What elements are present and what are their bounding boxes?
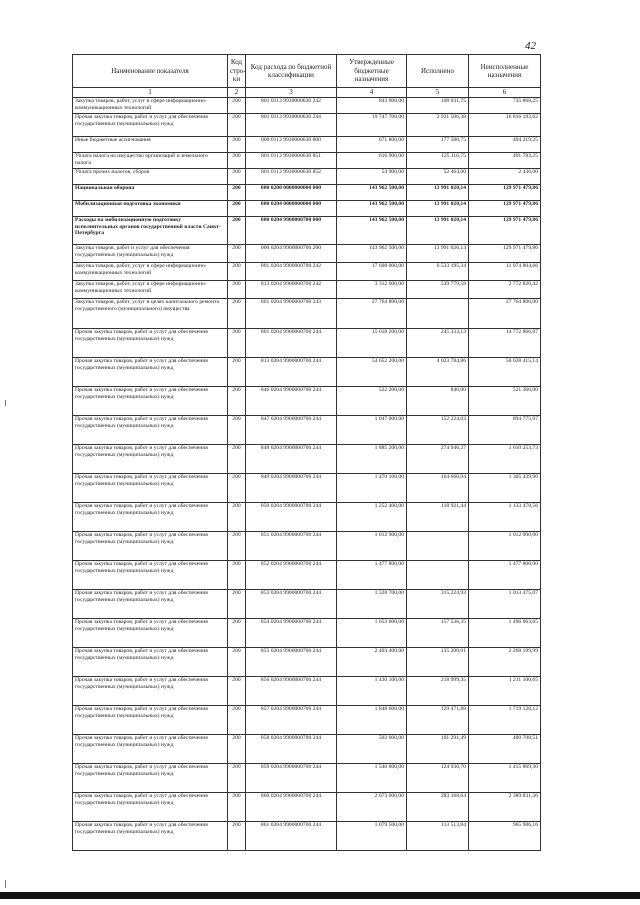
row-code: 200: [228, 114, 246, 137]
header-code: Код стро-ки: [228, 55, 246, 88]
row-executed: 13 991 020,14: [407, 201, 469, 217]
row-executed: 539 779,58: [407, 281, 469, 299]
row-name: Уплата налога на имущество организаций и земельного налога: [73, 153, 228, 169]
row-kbk: 861 0204 9900000700 244: [246, 822, 337, 851]
row-remaining: 2 389 831,36: [469, 793, 541, 822]
row-code: 200: [228, 358, 246, 387]
row-executed: [407, 561, 469, 590]
row-approved: 19 747 700,00: [337, 114, 407, 137]
row-executed: 13 991 020,14: [407, 245, 469, 263]
row-executed: 283 168,64: [407, 793, 469, 822]
row-remaining: 16 816 193,62: [469, 114, 541, 137]
row-approved: 1 470 100,00: [337, 474, 407, 503]
header-remaining: Неисполненные назначения: [469, 55, 541, 88]
row-approved: 1 012 900,00: [337, 532, 407, 561]
row-approved: 1 653 600,00: [337, 619, 407, 648]
row-remaining: 1 610 253,73: [469, 445, 541, 474]
row-name: Прочая закупка товаров, работ и услуг для обеспечения государственных (муниципальных) нужд: [73, 677, 228, 706]
table-row: [73, 648, 541, 677]
row-kbk: 801 0113 9930000630 852: [246, 169, 337, 185]
row-remaining: 50 628 415,14: [469, 358, 541, 387]
table-row: [73, 561, 541, 590]
table-row: [73, 299, 541, 329]
table-row: [73, 706, 541, 735]
table-row: [73, 281, 541, 299]
row-code: 200: [228, 98, 246, 114]
header-approved: Утвержденные бюджетные назначения: [337, 55, 407, 88]
row-remaining: 1 133 478,56: [469, 503, 541, 532]
header-executed: Исполнено: [407, 55, 469, 88]
row-code: 200: [228, 590, 246, 619]
row-executed: 13 991 020,14: [407, 217, 469, 245]
column-number-row: [73, 88, 541, 98]
header-kbk: Код расхода по бюджетной классификации: [246, 55, 337, 88]
scan-mark: [5, 400, 6, 406]
table-row: [73, 619, 541, 648]
row-approved: 522 200,00: [337, 387, 407, 416]
row-kbk: 801 0204 9900000700 242: [246, 263, 337, 281]
row-remaining: 491 783,25: [469, 153, 541, 169]
table-body: [73, 98, 541, 851]
row-name: Прочая закупка товаров, работ и услуг для обеспечения государственных (муниципальных) нужд: [73, 114, 228, 137]
row-executed: 218 999,35: [407, 677, 469, 706]
row-approved: 671 800,00: [337, 137, 407, 153]
row-code: 200: [228, 416, 246, 445]
row-executed: 124 930,70: [407, 764, 469, 793]
row-kbk: 801 0113 9930000630 242: [246, 98, 337, 114]
row-kbk: 858 0204 9900000700 244: [246, 735, 337, 764]
row-code: 200: [228, 201, 246, 217]
row-approved: 1 885 200,00: [337, 445, 407, 474]
row-kbk: 853 0204 9900000700 244: [246, 590, 337, 619]
row-remaining: 2 268 199,99: [469, 648, 541, 677]
row-name: Национальная оборона: [73, 185, 228, 201]
row-name: Прочая закупка товаров, работ и услуг для обеспечения государственных (муниципальных) нужд: [73, 329, 228, 358]
row-remaining: 14 772 866,87: [469, 329, 541, 358]
row-remaining: 1 415 869,30: [469, 764, 541, 793]
row-code: 200: [228, 735, 246, 764]
row-code: 200: [228, 648, 246, 677]
row-code: 200: [228, 281, 246, 299]
row-kbk: 849 0204 9900000700 244: [246, 474, 337, 503]
row-code: 200: [228, 329, 246, 358]
row-approved: 143 962 500,00: [337, 245, 407, 263]
table-row: [73, 764, 541, 793]
table-row: [73, 387, 541, 416]
row-kbk: 813 0204 9900000700 242: [246, 281, 337, 299]
table-row: [73, 590, 541, 619]
row-name: Прочая закупка товаров, работ и услуг для обеспечения государственных (муниципальных) нужд: [73, 822, 228, 851]
row-name: Прочая закупка товаров, работ и услуг для обеспечения государственных (муниципальных) нужд: [73, 706, 228, 735]
row-name: Прочая закупка товаров, работ и услуг для обеспечения государственных (муниципальных) нужд: [73, 735, 228, 764]
row-kbk: 000 0204 9900000700 200: [246, 245, 337, 263]
table-row: [73, 416, 541, 445]
row-name: Прочая закупка товаров, работ и услуг для обеспечения государственных (муниципальных) нужд: [73, 445, 228, 474]
row-name: Расходы на мобилизационную подготовку исполнительных органов государственной власти Санкт-Петербурга: [73, 217, 228, 245]
row-kbk: 854 0204 9900000700 244: [246, 619, 337, 648]
row-executed: 840,00: [407, 387, 469, 416]
row-executed: 315 224,93: [407, 590, 469, 619]
row-executed: 6 533 195,34: [407, 263, 469, 281]
row-kbk: 801 0204 9900000700 244: [246, 329, 337, 358]
row-executed: 135 200,01: [407, 648, 469, 677]
row-code: 200: [228, 169, 246, 185]
colnum: 6: [469, 88, 541, 98]
row-approved: 843 900,00: [337, 98, 407, 114]
row-code: 200: [228, 185, 246, 201]
table-row: [73, 153, 541, 169]
row-kbk: 850 0204 9900000700 244: [246, 503, 337, 532]
row-kbk: 801 0113 9930000630 851: [246, 153, 337, 169]
row-approved: 1 328 700,00: [337, 590, 407, 619]
row-name: Прочая закупка товаров, работ и услуг для обеспечения государственных (муниципальных) нужд: [73, 532, 228, 561]
row-approved: 1 430 100,00: [337, 677, 407, 706]
colnum: 5: [407, 88, 469, 98]
row-executed: 13 991 020,14: [407, 185, 469, 201]
row-remaining: 129 971 479,86: [469, 217, 541, 245]
row-remaining: 521 360,00: [469, 387, 541, 416]
row-code: 200: [228, 263, 246, 281]
row-approved: 2 403 400,00: [337, 648, 407, 677]
table-row: [73, 793, 541, 822]
row-approved: 616 900,00: [337, 153, 407, 169]
row-kbk: 860 0204 9900000700 244: [246, 793, 337, 822]
row-approved: 1 079 500,00: [337, 822, 407, 851]
row-remaining: 1 211 100,65: [469, 677, 541, 706]
table-row: [73, 169, 541, 185]
row-approved: 1 252 400,00: [337, 503, 407, 532]
row-executed: 164 660,04: [407, 474, 469, 503]
row-name: Прочая закупка товаров, работ и услуг для обеспечения государственных (муниципальных) нужд: [73, 619, 228, 648]
row-kbk: 859 0204 9900000700 244: [246, 764, 337, 793]
row-executed: 152 224,03: [407, 416, 469, 445]
row-kbk: 801 0204 9900000700 243: [246, 299, 337, 329]
row-approved: 1 540 800,00: [337, 764, 407, 793]
row-remaining: 129 971 479,86: [469, 245, 541, 263]
row-code: 200: [228, 503, 246, 532]
row-kbk: 851 0204 9900000700 244: [246, 532, 337, 561]
row-approved: 54 900,00: [337, 169, 407, 185]
row-name: Мобилизационная подготовка экономики: [73, 201, 228, 217]
row-approved: 143 962 500,00: [337, 217, 407, 245]
table-row: [73, 114, 541, 137]
row-name: Прочая закупка товаров, работ и услуг для обеспечения государственных (муниципальных) нужд: [73, 561, 228, 590]
row-executed: 245 333,13: [407, 329, 469, 358]
row-name: Прочая закупка товаров, работ и услуг для обеспечения государственных (муниципальных) нужд: [73, 416, 228, 445]
row-executed: 113 513,84: [407, 822, 469, 851]
row-code: 200: [228, 764, 246, 793]
row-remaining: 894 775,97: [469, 416, 541, 445]
table-row: [73, 217, 541, 245]
row-code: 200: [228, 137, 246, 153]
row-kbk: 857 0204 9900000700 244: [246, 706, 337, 735]
row-name: Закупка товаров, работ, услуг в целях капитального ремонта государственного (муниципального) имущества: [73, 299, 228, 329]
row-name: Уплата прочих налогов, сборов: [73, 169, 228, 185]
row-name: Закупка товаров, работ, услуг в сфере информационно-коммуникационных технологий: [73, 98, 228, 114]
row-kbk: 856 0204 9900000700 244: [246, 677, 337, 706]
row-code: 200: [228, 474, 246, 503]
table-row: [73, 532, 541, 561]
row-remaining: 1 496 063,65: [469, 619, 541, 648]
row-approved: 17 608 000,00: [337, 263, 407, 281]
row-executed: 274 946,27: [407, 445, 469, 474]
table-row: [73, 677, 541, 706]
row-approved: 1 047 000,00: [337, 416, 407, 445]
row-approved: 1 477 800,00: [337, 561, 407, 590]
budget-execution-table: [72, 54, 541, 851]
row-kbk: 813 0204 9900000700 244: [246, 358, 337, 387]
row-name: Прочая закупка товаров, работ и услуг для обеспечения государственных (муниципальных) нужд: [73, 590, 228, 619]
row-remaining: 129 971 479,86: [469, 185, 541, 201]
row-kbk: 852 0204 9900000700 244: [246, 561, 337, 590]
row-executed: 108 031,75: [407, 98, 469, 114]
row-remaining: 11 074 804,66: [469, 263, 541, 281]
row-code: 200: [228, 245, 246, 263]
row-kbk: 801 0113 9930000630 244: [246, 114, 337, 137]
row-remaining: 1 013 475,07: [469, 590, 541, 619]
table-row: [73, 263, 541, 281]
row-kbk: 000 0204 9900000700 000: [246, 217, 337, 245]
row-approved: 502 000,00: [337, 735, 407, 764]
row-code: 200: [228, 532, 246, 561]
row-executed: 52 464,00: [407, 169, 469, 185]
table-row: [73, 735, 541, 764]
colnum: 3: [246, 88, 337, 98]
row-executed: [407, 532, 469, 561]
row-executed: 118 921,44: [407, 503, 469, 532]
table-row: [73, 822, 541, 851]
row-executed: 157 536,35: [407, 619, 469, 648]
row-remaining: 494 219,25: [469, 137, 541, 153]
row-name: Прочая закупка товаров, работ и услуг для обеспечения государственных (муниципальных) нужд: [73, 474, 228, 503]
row-kbk: 847 0204 9900000700 244: [246, 416, 337, 445]
row-kbk: 846 0204 9900000700 244: [246, 387, 337, 416]
row-code: 200: [228, 793, 246, 822]
row-remaining: 27 764 800,00: [469, 299, 541, 329]
row-executed: 177 580,75: [407, 137, 469, 153]
row-executed: 125 116,75: [407, 153, 469, 169]
row-name: Прочая закупка товаров, работ и услуг для обеспечения государственных (муниципальных) нужд: [73, 387, 228, 416]
row-name: Закупка товаров, работ, услуг в сфере информационно-коммуникационных технологий: [73, 281, 228, 299]
header-row: [73, 55, 541, 88]
row-executed: [407, 299, 469, 329]
row-name: Закупка товаров, работ и услуг для обеспечения государственных (муниципальных) нужд: [73, 245, 228, 263]
row-executed: 129 471,88: [407, 706, 469, 735]
table-row: [73, 137, 541, 153]
row-remaining: 129 971 479,86: [469, 201, 541, 217]
row-remaining: 1 477 800,00: [469, 561, 541, 590]
row-approved: 27 764 800,00: [337, 299, 407, 329]
row-executed: 4 023 784,86: [407, 358, 469, 387]
colnum: 2: [228, 88, 246, 98]
colnum: 4: [337, 88, 407, 98]
row-approved: 143 962 500,00: [337, 201, 407, 217]
row-remaining: 965 986,16: [469, 822, 541, 851]
row-remaining: 400 708,51: [469, 735, 541, 764]
row-code: 200: [228, 217, 246, 245]
row-approved: 2 673 000,00: [337, 793, 407, 822]
row-name: Прочая закупка товаров, работ и услуг для обеспечения государственных (муниципальных) нужд: [73, 503, 228, 532]
row-kbk: 000 0113 9930000630 800: [246, 137, 337, 153]
table-row: [73, 245, 541, 263]
table-row: [73, 503, 541, 532]
row-code: 200: [228, 561, 246, 590]
table-row: [73, 98, 541, 114]
table-row: [73, 329, 541, 358]
table-row: [73, 201, 541, 217]
row-code: 200: [228, 445, 246, 474]
row-kbk: 000 0204 0000000000 000: [246, 201, 337, 217]
row-code: 200: [228, 387, 246, 416]
row-name: Прочая закупка товаров, работ и услуг для обеспечения государственных (муниципальных) нужд: [73, 648, 228, 677]
table-row: [73, 474, 541, 503]
row-remaining: 1 305 439,96: [469, 474, 541, 503]
row-name: Прочая закупка товаров, работ и услуг для обеспечения государственных (муниципальных) нужд: [73, 764, 228, 793]
row-code: 200: [228, 677, 246, 706]
row-code: 200: [228, 619, 246, 648]
scan-bottom-edge: [0, 892, 640, 899]
row-executed: 2 931 506,38: [407, 114, 469, 137]
colnum: 1: [73, 88, 228, 98]
header-name: Наименование показателя: [73, 55, 228, 88]
table-row: [73, 445, 541, 474]
row-approved: 1 848 600,00: [337, 706, 407, 735]
row-name: Закупка товаров, работ, услуг в сфере информационно-коммуникационных технологий: [73, 263, 228, 281]
row-approved: 15 018 200,00: [337, 329, 407, 358]
row-name: Иные бюджетные ассигнования: [73, 137, 228, 153]
row-remaining: 2 772 820,42: [469, 281, 541, 299]
row-kbk: 848 0204 9900000700 244: [246, 445, 337, 474]
row-approved: 3 312 600,00: [337, 281, 407, 299]
row-name: Прочая закупка товаров, работ и услуг для обеспечения государственных (муниципальных) нужд: [73, 358, 228, 387]
row-remaining: 735 868,25: [469, 98, 541, 114]
row-approved: 54 652 200,00: [337, 358, 407, 387]
row-kbk: 855 0204 9900000700 244: [246, 648, 337, 677]
row-code: 200: [228, 299, 246, 329]
row-remaining: 1 012 900,00: [469, 532, 541, 561]
row-approved: 143 962 500,00: [337, 185, 407, 201]
row-kbk: 000 0200 0000000000 000: [246, 185, 337, 201]
row-code: 200: [228, 153, 246, 169]
table-row: [73, 358, 541, 387]
row-remaining: 2 436,00: [469, 169, 541, 185]
table-row: [73, 185, 541, 201]
row-name: Прочая закупка товаров, работ и услуг для обеспечения государственных (муниципальных) нужд: [73, 793, 228, 822]
row-code: 200: [228, 822, 246, 851]
row-code: 200: [228, 706, 246, 735]
page-number: 42: [525, 40, 536, 52]
row-remaining: 1 719 128,12: [469, 706, 541, 735]
scan-mark: [5, 880, 6, 888]
row-executed: 101 291,49: [407, 735, 469, 764]
